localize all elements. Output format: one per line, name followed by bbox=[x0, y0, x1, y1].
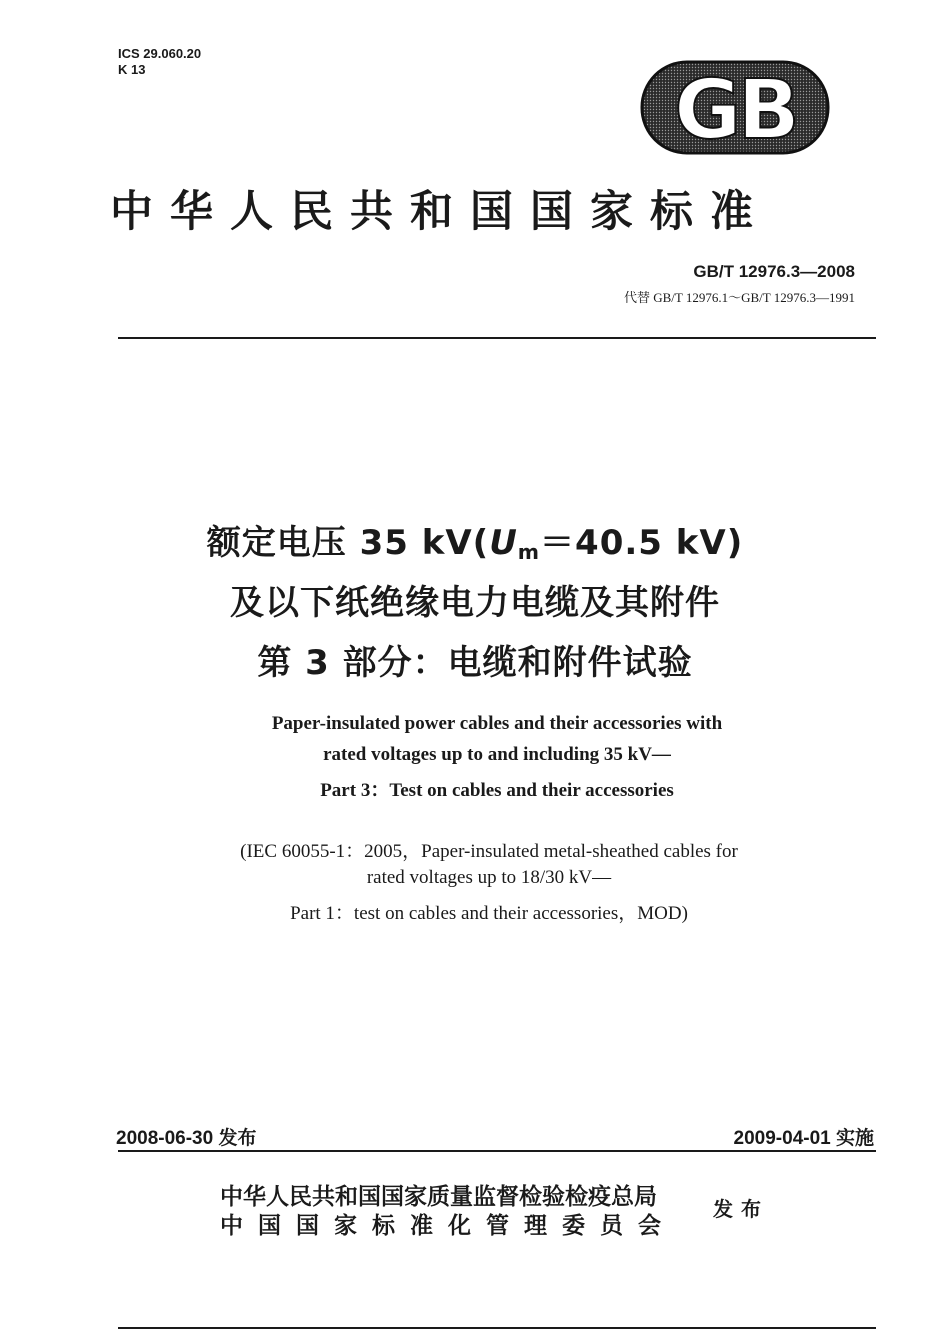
gb-logo-graphic bbox=[640, 60, 830, 155]
issuer-aqsiq: 中华人民共和国国家质量监督检验检疫总局 bbox=[220, 1184, 657, 1210]
cn-title-subscript: m bbox=[517, 540, 541, 565]
publish-label: 发布 bbox=[713, 1197, 769, 1221]
header-divider bbox=[118, 337, 876, 339]
implementation-date: 2009-04-01 实施 bbox=[733, 1128, 874, 1149]
footer-divider bbox=[118, 1150, 876, 1152]
gb-logo-text: GB bbox=[674, 63, 796, 155]
gb-logo bbox=[640, 60, 830, 155]
cn-title-line-3: 第 3 部分：电缆和附件试验 bbox=[257, 643, 693, 683]
iec-reference-line-2: rated voltages up to 18/30 kV— bbox=[366, 867, 612, 888]
cn-title-line-1-prefix: 额定电压 35 kV( bbox=[206, 523, 490, 563]
standard-number: GB/T 12976.3—2008 bbox=[693, 262, 855, 281]
en-title-line-2: rated voltages up to and including 35 kV— bbox=[323, 744, 671, 765]
replaced-standards: 代替 GB/T 12976.1～GB/T 12976.3—1991 bbox=[623, 290, 855, 305]
cn-title-line-1-suffix: ＝40.5 kV) bbox=[540, 523, 744, 563]
iec-reference-line-1: (IEC 60055-1：2005，Paper-insulated metal-sheathed cables for bbox=[240, 841, 738, 862]
cn-title-line-2: 及以下纸绝缘电力电缆及其附件 bbox=[230, 583, 720, 623]
classification-codes bbox=[118, 46, 201, 78]
national-standard-title: 中华人民共和国国家标准 bbox=[110, 187, 770, 237]
issue-date: 2008-06-30 发布 bbox=[116, 1128, 257, 1149]
issuer-sac: 中国国家标准化管理委员会 bbox=[220, 1213, 676, 1239]
en-title-line-1: Paper-insulated power cables and their accessories with bbox=[271, 713, 723, 734]
ccs-code: K 13 bbox=[118, 62, 146, 77]
ics-code: ICS 29.060.20 bbox=[118, 46, 202, 61]
cn-title-symbol: U bbox=[489, 523, 518, 563]
iec-reference-line-3: Part 1：test on cables and their accessories，MOD) bbox=[290, 903, 688, 924]
page-bottom-rule bbox=[118, 1327, 876, 1329]
en-title-line-3: Part 3：Test on cables and their accessories bbox=[320, 780, 674, 801]
cn-title-line-1 bbox=[0, 515, 950, 564]
